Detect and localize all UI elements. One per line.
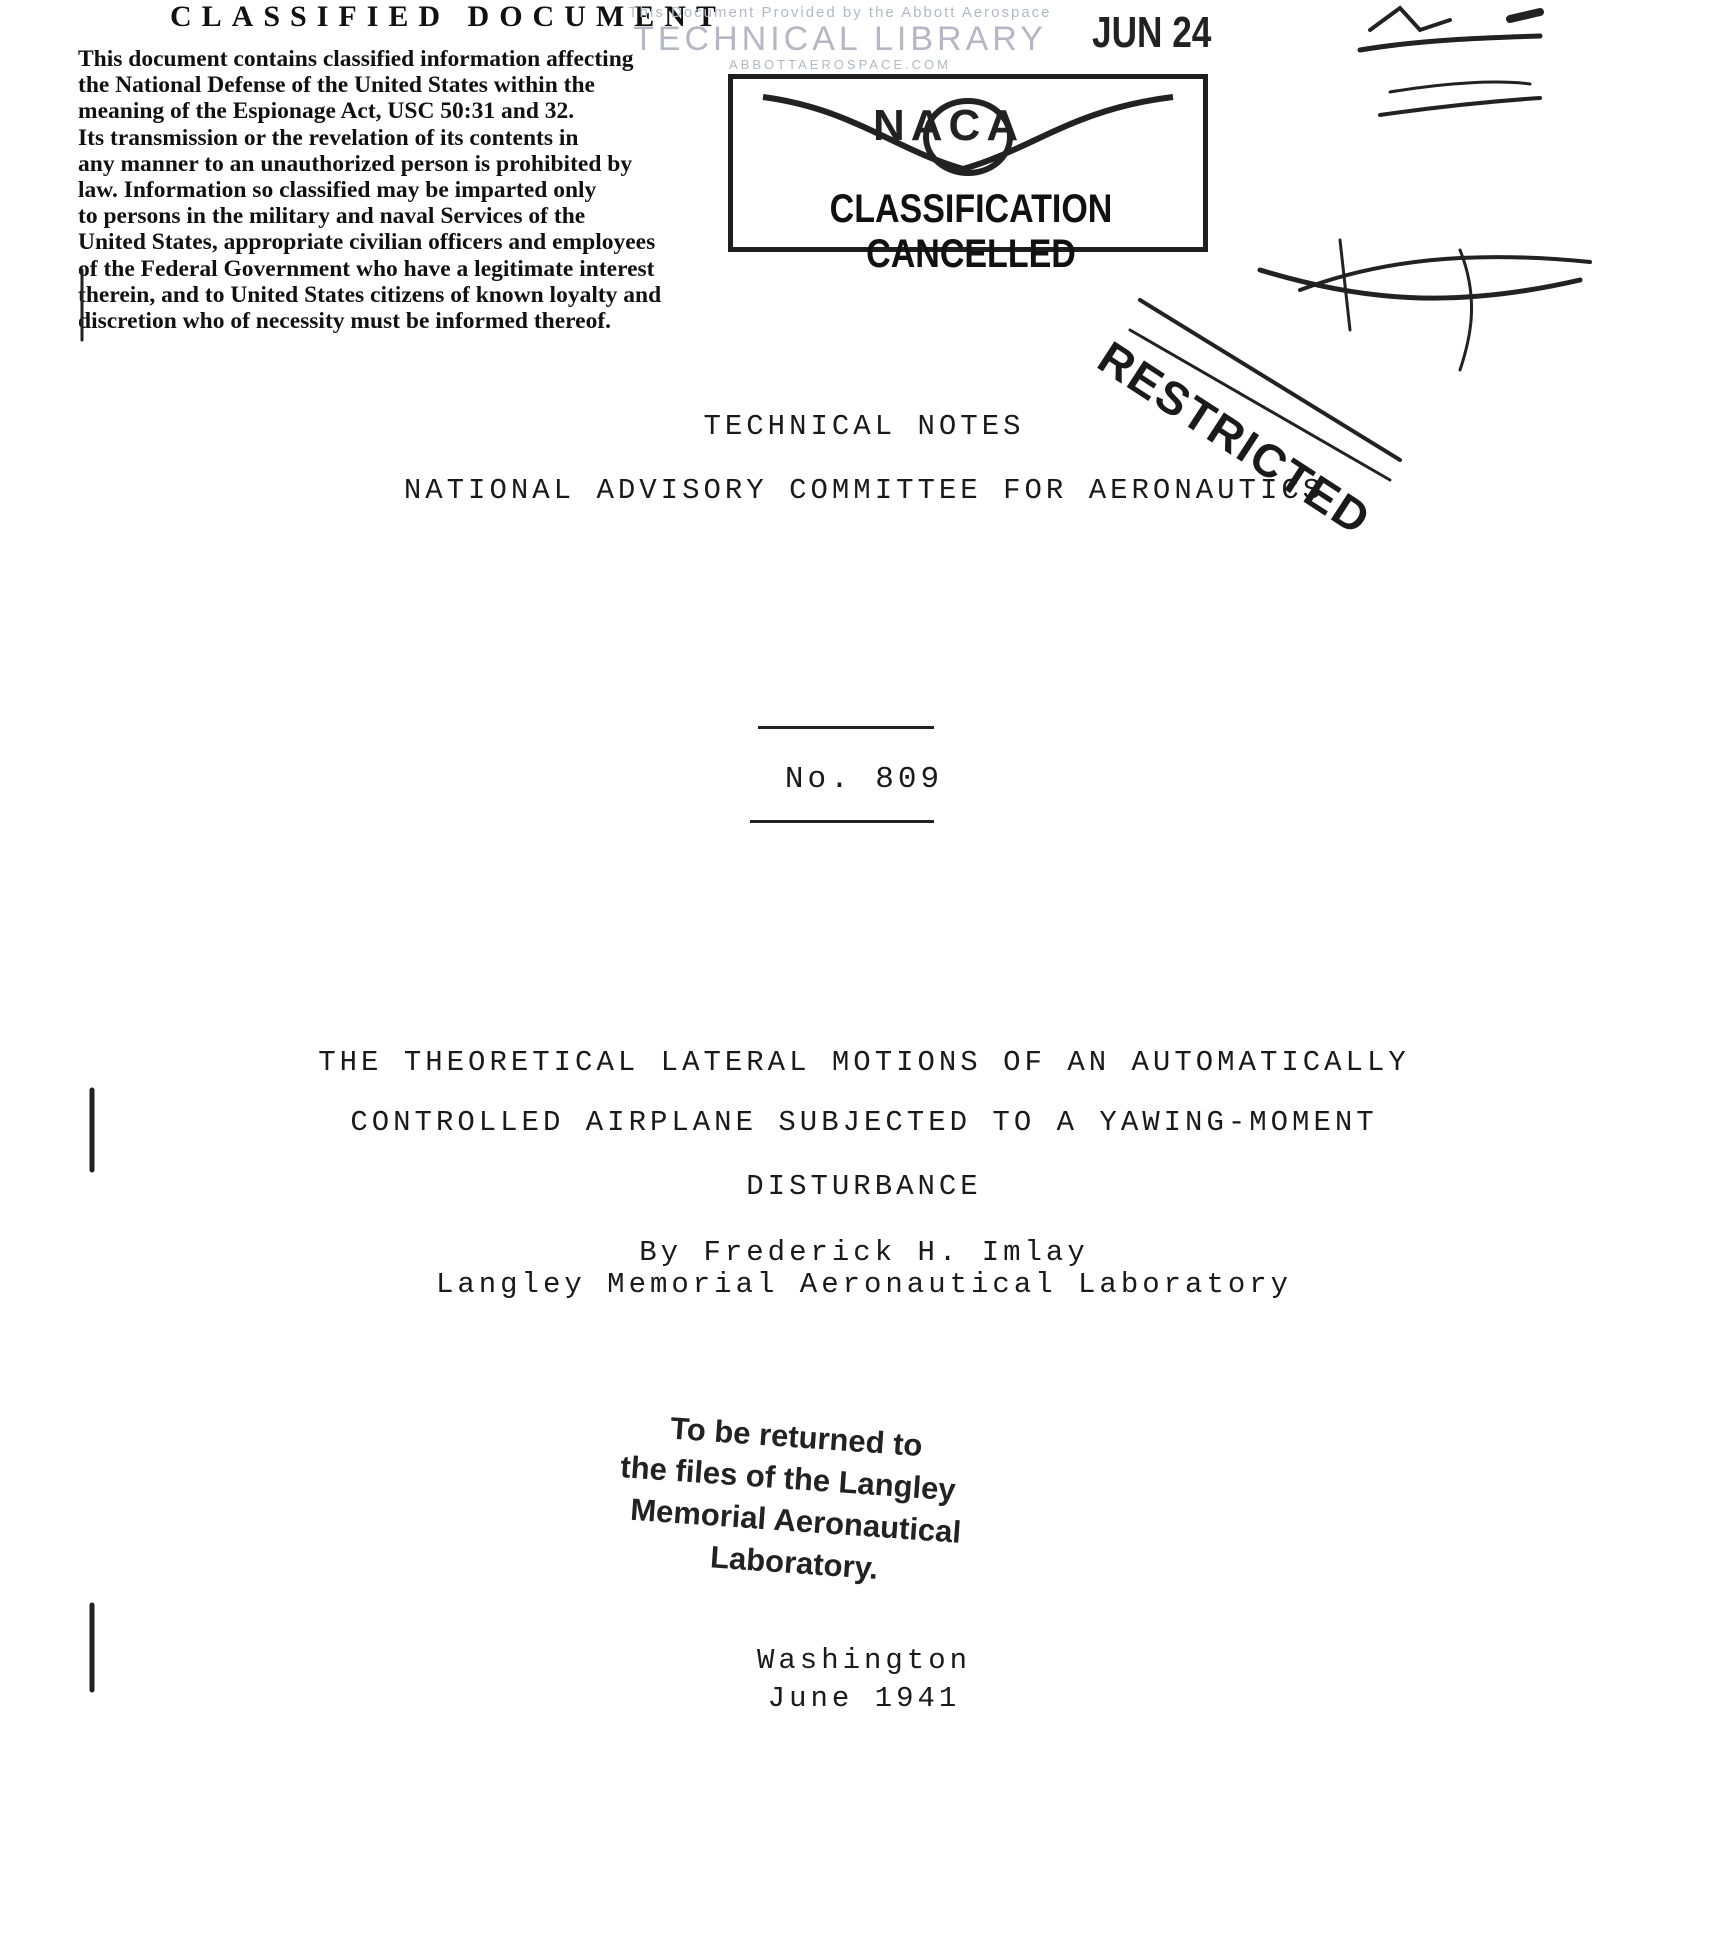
return-stamp-line: To be returned to bbox=[669, 1410, 924, 1464]
classification-heading: CLASSIFIED DOCUMENT bbox=[170, 0, 726, 33]
note-number: No. 809 bbox=[784, 762, 944, 797]
notice-line: This document contains classified information affecting bbox=[78, 46, 634, 72]
organization-name: NATIONAL ADVISORY COMMITTEE FOR AERONAUTICS bbox=[403, 474, 1325, 507]
watermark-line-provided: This Document Provided by the Abbott Aerospace bbox=[628, 4, 1052, 21]
title-line-2: CONTROLLED AIRPLANE SUBJECTED TO A YAWING-MOMENT bbox=[350, 1106, 1378, 1139]
watermark-line-library: TECHNICAL LIBRARY bbox=[633, 20, 1047, 58]
watermark-line-url: ABBOTTAEROSPACE.COM bbox=[729, 57, 951, 72]
notice-line: Its transmission or the revelation of its contents in bbox=[78, 124, 579, 151]
notice-line: United States, appropriate civilian officers and employees bbox=[78, 229, 656, 256]
classification-cancelled-label: CLASSIFICATION CANCELLED bbox=[829, 187, 1113, 276]
notice-line: of the Federal Government who have a legitimate interest bbox=[78, 255, 655, 282]
title-line-3: DISTURBANCE bbox=[746, 1170, 982, 1203]
author-affiliation: Langley Memorial Aeronautical Laboratory bbox=[435, 1268, 1293, 1301]
notice-line: to persons in the military and naval Services of the bbox=[78, 203, 586, 230]
naca-label: NACA bbox=[873, 101, 1025, 150]
notice-line: law. Information so classified may be imparted only bbox=[78, 177, 597, 204]
restricted-stamp: RESTRICTED bbox=[1089, 330, 1381, 546]
notice-line: any manner to an unauthorized person is prohibited by bbox=[78, 150, 633, 177]
rule-above-number bbox=[758, 726, 934, 729]
date-stamp: JUN 24 bbox=[1092, 8, 1212, 57]
title-line-1: THE THEORETICAL LATERAL MOTIONS OF AN AUTOMATICALLY bbox=[318, 1046, 1410, 1079]
return-to-files-stamp bbox=[600, 1410, 1040, 1608]
rule-below-number bbox=[750, 820, 934, 823]
notice-line: the National Defense of the United States within the bbox=[78, 72, 595, 99]
notice-line: meaning of the Espionage Act, USC 50:31 and 32. bbox=[78, 98, 575, 125]
publication-date: June 1941 bbox=[767, 1682, 961, 1715]
publication-place: Washington bbox=[756, 1644, 972, 1677]
return-stamp-line: Laboratory. bbox=[709, 1539, 880, 1587]
return-stamp-line: the files of the Langley bbox=[619, 1449, 957, 1508]
series-title: TECHNICAL NOTES bbox=[703, 410, 1025, 443]
notice-line: discretion who of necessity must be informed thereof. bbox=[78, 308, 612, 335]
notice-line: therein, and to United States citizens of known loyalty and bbox=[78, 281, 662, 308]
return-stamp-line: Memorial Aeronautical bbox=[629, 1491, 963, 1550]
author-byline: By Frederick H. Imlay bbox=[639, 1236, 1089, 1269]
